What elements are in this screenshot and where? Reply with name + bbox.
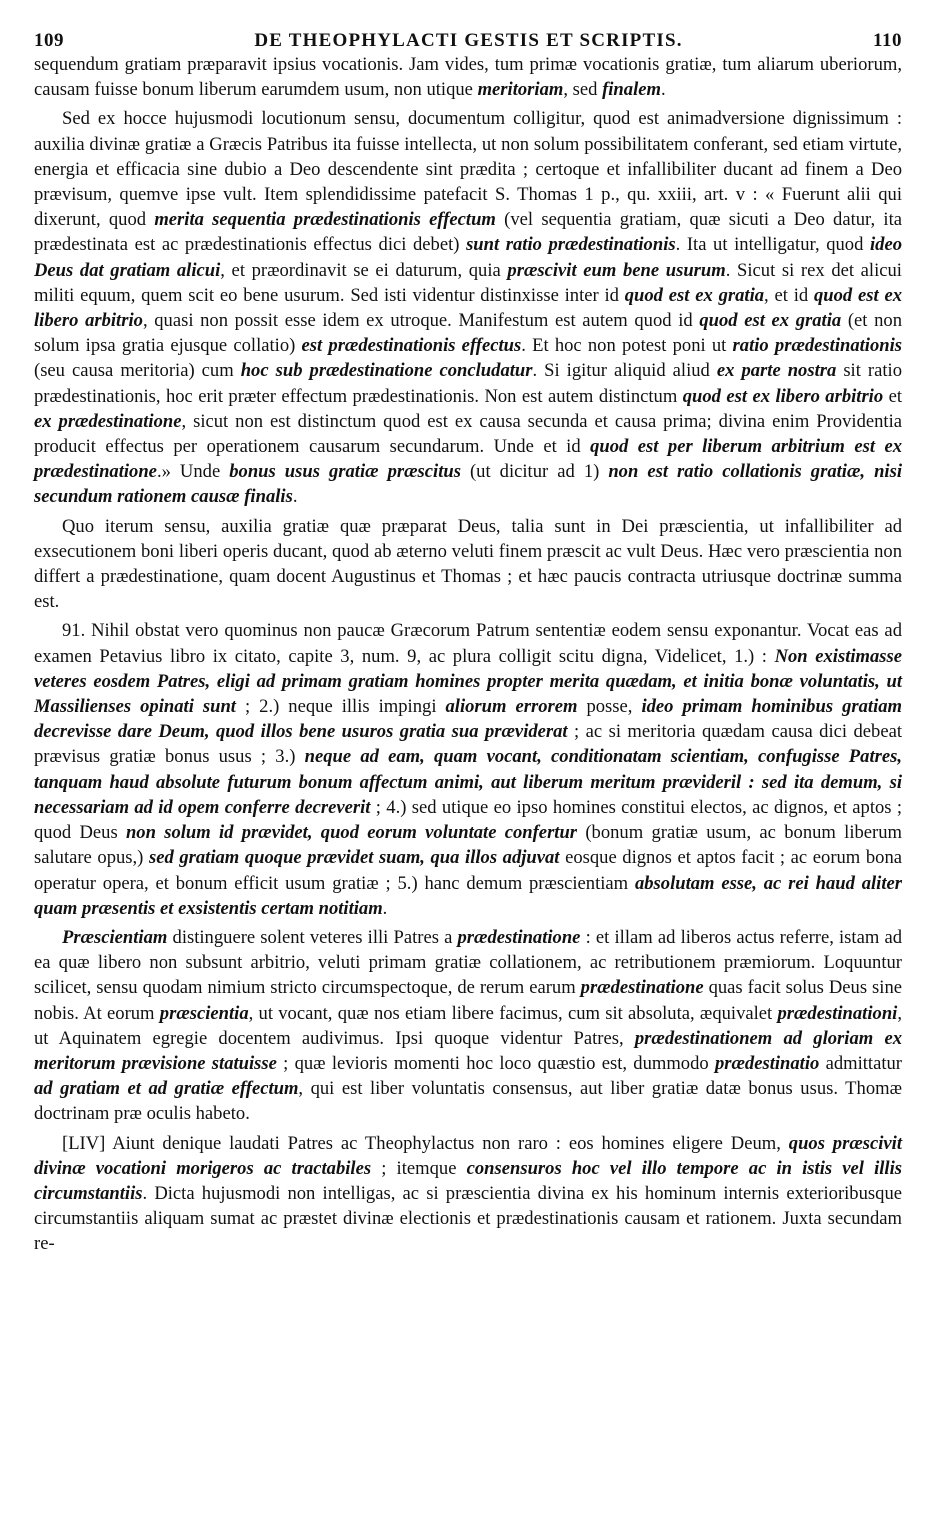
text-run: sequendum gratiam præparavit ipsius vocationis. Jam vides, tum primæ vocationis gratiæ, tum aliarum uberiorum, causam fuisse bonum liberum earumdem usum, non utique (34, 54, 902, 101)
italic-phrase: sed gratiam quoque prævidet suam, qua illos adjuvat (148, 847, 560, 869)
italic-phrase: ex prædestinatione (34, 410, 182, 432)
text-run: , ut Aquinatem egregie docentem audivimus. Ipsi quoque videntur Patres, (34, 1002, 902, 1049)
text-run: , et præordinavit se ei daturum, quia (220, 259, 508, 281)
italic-phrase: Præscientiam (62, 926, 168, 948)
paragraph (34, 514, 902, 615)
italic-phrase: ideo Deus dat gratiam alicui (34, 234, 902, 281)
text-run: ; quæ levioris momenti hoc loco quæstio est, dummodo (276, 1052, 715, 1074)
italic-phrase: prædestinationem ad gloriam ex meritorum prævisione statuisse (34, 1027, 902, 1074)
italic-phrase: est prædestinationis effectus (301, 335, 522, 357)
text-run: 91. Nihil obstat vero quominus non paucæ Græcorum Patrum sententiæ eodem sensu exponantur. Vocat eas ad examen Petavius libro ix citato, capite 3, num. 9, ac plura colligit scitu digna, Videlicet, 1.) : (34, 620, 902, 667)
text-run: , ut vocant, quæ nos etiam libere facimus, cum sit absoluta, æquivalet (248, 1002, 778, 1024)
italic-phrase: quod est per liberum arbitrium est ex prædestinatione (34, 436, 902, 483)
text-run: ; ac si meritoria quædam causa dici debeat prævisus gratiæ bonus usus ; 3.) (34, 721, 902, 768)
text-run: sit ratio prædestinationis, hoc erit præter effectum prædestinationis. Non est autem distinctum (34, 360, 902, 407)
italic-phrase: consensuros hoc vel illo tempore ac in istis vel illis circumstantiis (34, 1157, 902, 1204)
italic-phrase: aliorum errorem (445, 696, 578, 718)
italic-phrase: prædestinatio (714, 1052, 820, 1074)
text-run: ; 4.) sed utique eo ipso homines constitui electos, ac dignos, et aptos ; quod Deus (34, 796, 903, 844)
italic-phrase: hoc sub prædestinatione concludatur (240, 360, 533, 382)
text-run: . (382, 897, 388, 919)
running-title: DE THEOPHYLACTI GESTIS ET SCRIPTIS. (254, 30, 683, 51)
italic-phrase: merita sequentia prædestinationis effectum (154, 209, 496, 231)
page-number-right: 110 (873, 30, 902, 51)
text-run: [LIV] Aiunt denique laudati Patres ac Theophylactus non raro : eos homines eligere Deum, (62, 1132, 789, 1154)
italic-phrase: prædestinatione (457, 926, 581, 948)
document-page (34, 28, 902, 1257)
italic-phrase: quod est ex libero arbitrio (682, 385, 884, 407)
italic-phrase: non solum id prævidet, quod eorum voluntate confertur (125, 822, 578, 844)
text-run: , sicut non est distinctum quod est ex causa secunda et causa prima; divina enim Providentia producit effectus per operationem causarum secundarum. Unde et id (34, 410, 902, 458)
text-run: quas facit solus Deus sine nobis. At eorum (34, 977, 902, 1024)
paragraph (34, 52, 902, 102)
italic-phrase: non est ratio collationis gratiæ, nisi secundum rationem causæ finalis (34, 461, 902, 508)
text-run: (ut dicitur ad 1) (460, 461, 609, 483)
text-run: . Ita ut intelligatur, quod (675, 234, 870, 256)
text-run: Quo iterum sensu, auxilia gratiæ quæ præparat Deus, talia sunt in Dei præscientia, ut infallibiliter ad exsecutionem boni liberi operis ducant, quod ab æterno veluti finem præscit ac vult Deus. Hæc vero præscientia non differt a prædestinatione, quam docent Augustinus et Thomas ; et hæc paucis contracta utriusque doctrinæ summa est. (34, 515, 902, 613)
italic-phrase: ratio prædestinationis (732, 335, 903, 357)
paragraph (34, 925, 902, 1127)
text-run: (bonum gratiæ usum, ac bonum liberum salutare opus,) (34, 822, 902, 869)
text-run: (vel sequentia gratiam, quæ sicuti a Deo datur, ita prædestinata est ac prædestinationis effectus dici debet) (34, 209, 902, 256)
text-run: . Et hoc non potest poni ut (521, 335, 733, 357)
italic-phrase: finalem (602, 79, 661, 101)
text-run: distinguere solent veteres illi Patres a (167, 926, 458, 948)
text-run: . (660, 79, 666, 101)
text-run: et (883, 385, 902, 407)
paragraph (34, 618, 902, 920)
text-run: posse, (577, 696, 642, 718)
text-run: . Si igitur aliquid aliud (532, 360, 717, 382)
text-run: . Dicta hujusmodi non intelligas, ac si præscientia divina ex his hominum internis exterioribusque circumstantiis aliquam sumat ac præstet divinæ electionis et prædestinationis causam et rationem. Juxta secundam re- (34, 1182, 902, 1255)
text-run: .» Unde (156, 461, 230, 483)
italic-phrase: quod est ex gratia (624, 284, 765, 306)
italic-phrase: bonus usus gratiæ præscitus (229, 461, 461, 483)
text-run: , quasi non possit esse idem ex utroque. Manifestum est autem quod id (142, 310, 700, 332)
italic-phrase: absolutam esse, ac rei haud aliter quam præsentis et exsistentis certam notitiam (34, 872, 902, 919)
text-run: , et id (764, 284, 814, 306)
text-run: ; itemque (371, 1157, 467, 1179)
italic-phrase: quos præscivit divinæ vocationi morigeros ac tractabiles (34, 1132, 902, 1179)
paragraph (34, 1131, 902, 1257)
text-run: Sed ex hocce hujusmodi locutionum sensu, documentum colligitur, quod est animadversione dignissimum : auxilia divinæ gratiæ a Græcis Patribus ita fuisse intellecta, ut non solum possibilitatem conferant, sed etiam virtute, energia et efficacia sine dubio a Deo descendente sint prædita ; certoque et infallibiliter ducant ad finem a Deo prævisum, quemve ipse vult. Item splendidissime patefacit S. Thomas 1 p., qu. xxiii, art. v : « Fuerunt alii qui dixerunt, quod (34, 108, 902, 231)
text-run: . (292, 486, 298, 508)
italic-phrase: prædestinatione (580, 977, 704, 999)
italic-phrase: præscivit eum bene usurum (507, 259, 726, 281)
italic-phrase: meritoriam (477, 79, 564, 101)
text-run: eosque dignos et aptos facit ; ac eorum bona operatur opera, et bonum efficit usum gratiæ ; 5.) hanc demum præscientiam (34, 847, 902, 894)
italic-phrase: ideo primam hominibus gratiam decrevisse dare Deum, quod illos bene usuros gratia sua præviderat (34, 696, 902, 743)
text-run: , sed (563, 79, 603, 101)
italic-phrase: quod est ex libero arbitrio (34, 284, 902, 332)
text-run: , qui est liber voluntatis consensus, aut liber gratiæ datæ bonus usus. Thomæ doctrinam præ oculis habeto. (34, 1078, 902, 1125)
italic-phrase: ad gratiam et ad gratiæ effectum (34, 1078, 299, 1100)
italic-phrase: præscientia (159, 1002, 249, 1024)
text-run: . Sicut si rex det alicui militi equum, quem scit eo bene usurum. Sed isti videntur distinxisse inter id (34, 259, 902, 306)
page-number-left: 109 (34, 30, 64, 51)
paragraph (34, 106, 902, 509)
italic-phrase: ex parte nostra (716, 360, 837, 382)
italic-phrase: prædestinationi (777, 1002, 898, 1024)
body-text (34, 52, 902, 1257)
italic-phrase: sunt ratio prædestinationis (466, 234, 676, 256)
text-run: ; 2.) neque illis impingi (235, 696, 446, 718)
text-run: admittatur (819, 1052, 902, 1074)
running-header (34, 28, 902, 52)
text-run: (et non solum ipsa gratia ejusque collatio) (34, 310, 902, 357)
italic-phrase: Non existimasse veteres eosdem Patres, eligi ad primam gratiam homines propter merita quædam, et initia bonæ voluntatis, ut Massilienses opinati sunt (34, 645, 903, 718)
italic-phrase: neque ad eam, quam vocant, conditionatam scientiam, confugisse Patres, tanquam haud absolute futurum bonum affectum animi, aut liberum meritum prævideril : sed ita demum, si necessariam ad id opem conferre decreverit (34, 746, 902, 818)
italic-phrase: quod est ex gratia (699, 310, 842, 332)
text-run: : et illam ad liberos actus referre, istam ad ea quæ libero non subsunt arbitrio, veluti primam gratiæ collationem, ac retributionem præmiorum. Loquuntur scilicet, sensu quodam nimium stricto circumspectoque, de rerum earum (34, 926, 902, 999)
text-run: (seu causa meritoria) cum (34, 360, 241, 382)
